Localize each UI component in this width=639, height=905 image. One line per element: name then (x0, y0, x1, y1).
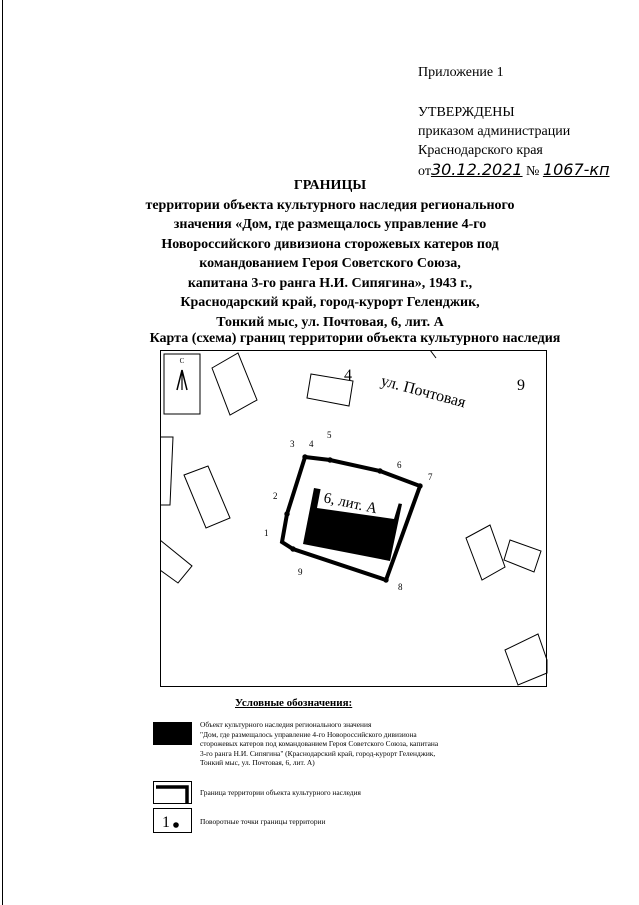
point-label-3: 3 (290, 439, 295, 449)
point-label-7: 7 (428, 472, 433, 482)
turning-point-1 (290, 546, 295, 551)
north-label: С (179, 357, 185, 365)
appendix-label: Приложение 1 (418, 65, 504, 80)
legend-boundary-text: Граница территории объекта культурного наследия (200, 788, 361, 797)
legend-point-symbol (153, 808, 193, 834)
point-label-6: 6 (397, 460, 402, 470)
point-label-9: 9 (298, 567, 303, 577)
approved-title: УТВЕРЖДЕНЫ (418, 105, 515, 120)
legend-object-line: "Дом, где размещалось управление 4-го Новороссийского дивизиона (200, 729, 417, 739)
map-title: Карта (схема) границ территории объекта культурного наследия (149, 331, 561, 346)
boundary-map (160, 350, 548, 688)
point-label-5: 5 (327, 430, 332, 440)
legend-title: Условные обозначения: (235, 697, 353, 709)
approved-line2: Краснодарского края (418, 143, 543, 158)
legend-point-dot (173, 822, 179, 828)
legend-object-text (200, 720, 438, 768)
turning-point-7 (417, 483, 422, 488)
title-line: командованием Героя Советского Союза, (199, 256, 461, 271)
title-line: значения «Дом, где размещалось управление 4-го (173, 217, 487, 232)
turning-point-4 (327, 457, 332, 462)
legend-object-line: 3-го ранга Н.И. Сипягина" (Краснодарский край, город-курорт Геленджик, (200, 748, 436, 758)
document-title (100, 176, 560, 332)
house-number-4: 4 (344, 367, 352, 384)
title-line: Новороссийского дивизиона сторожевых катеров под (161, 236, 499, 252)
house-number-9: 9 (517, 377, 525, 394)
point-label-4: 4 (309, 439, 314, 449)
legend-boundary-symbol (153, 781, 193, 805)
legend-object-line: сторожевых катеров под командованием Героя Советского Союза, капитана (200, 739, 439, 748)
legend-object-line: Объект культурного наследия регионального значения (200, 720, 372, 729)
turning-point-6 (377, 468, 382, 473)
point-label-2: 2 (273, 491, 278, 501)
title-line: капитана 3-го ранга Н.И. Сипягина», 1943 г., (187, 275, 473, 291)
turning-point-2 (284, 511, 289, 516)
street-label: ул. Почтовая (378, 372, 468, 412)
object-label: 6, лит. А (322, 490, 379, 518)
turning-point-3 (302, 454, 307, 459)
legend-points-text: Поворотные точки границы территории (200, 817, 326, 826)
approved-line1: приказом администрации (418, 124, 571, 139)
approval-block (418, 103, 610, 181)
point-label-1: 1 (264, 528, 269, 538)
legend-object-line: Тонкий мыс, ул. Почтовая, 6, лит. А) (200, 758, 315, 767)
point-label-8: 8 (398, 582, 403, 592)
handwritten-number: 1067-кп (542, 160, 610, 179)
date-prefix: от (418, 164, 431, 179)
legend-object-symbol (153, 722, 193, 746)
page-edge-line (2, 0, 3, 905)
turning-point-8 (383, 577, 388, 582)
title-heading: ГРАНИЦЫ (293, 178, 367, 193)
legend-point-number: 1 (162, 814, 170, 831)
title-line: Тонкий мыс, ул. Почтовая, 6, лит. А (216, 314, 444, 330)
title-line: территории объекта культурного наследия регионального (145, 197, 515, 213)
title-line: Краснодарский край, город-курорт Геленджик, (180, 295, 480, 310)
number-prefix: № (526, 164, 540, 179)
handwritten-date: 30.12.2021 (430, 160, 523, 179)
